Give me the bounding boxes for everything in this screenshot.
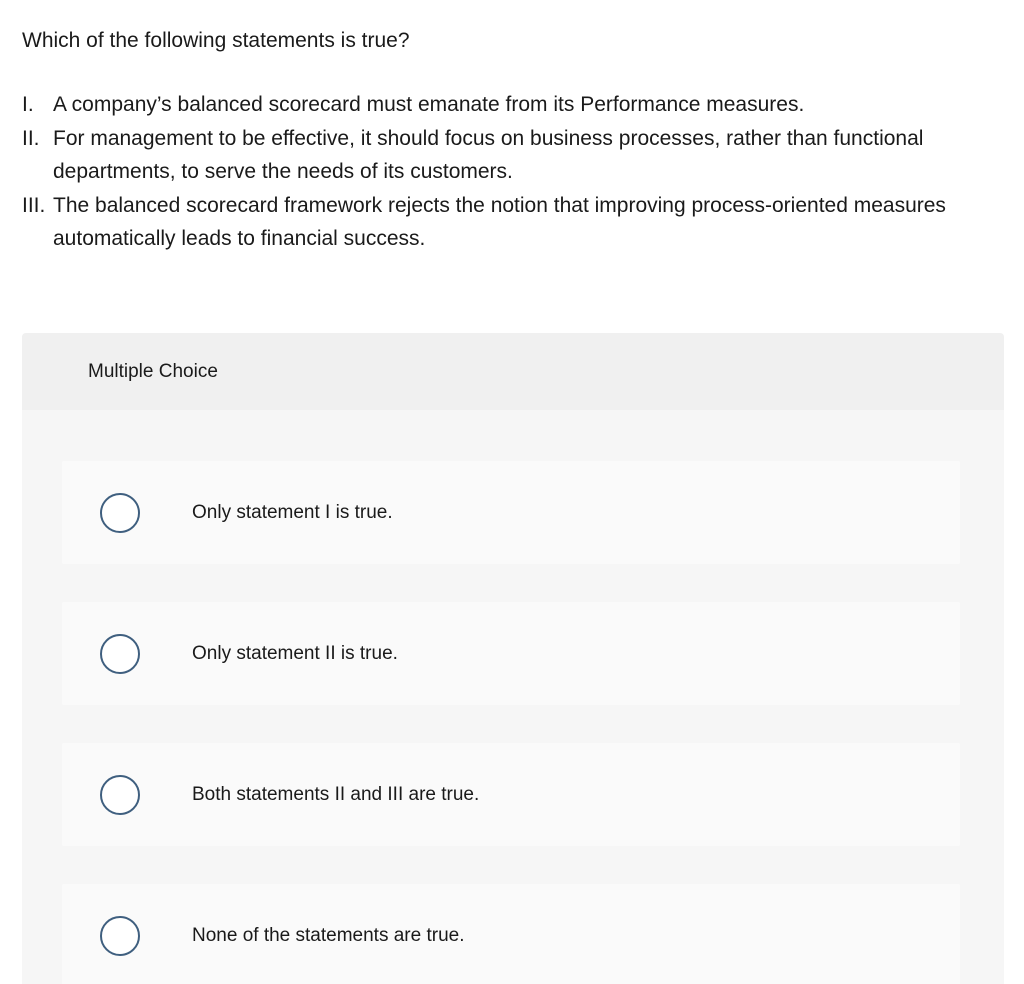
question-prompt: Which of the following statements is true?	[22, 29, 410, 52]
choice-option-3[interactable]	[62, 743, 960, 846]
multiple-choice-header: Multiple Choice	[22, 333, 1004, 410]
choice-option-4[interactable]	[62, 884, 960, 984]
choice-label: Only statement I is true.	[192, 501, 393, 523]
choice-label: Both statements II and III are true.	[192, 783, 480, 805]
question-block	[22, 24, 1012, 256]
radio-circle-icon[interactable]	[100, 634, 140, 674]
statement-text: A company’s balanced scorecard must emanate from its Performance measures.	[53, 93, 805, 116]
statement-numeral: II.	[22, 126, 40, 150]
statement-item	[22, 88, 1012, 122]
statement-item	[22, 122, 1012, 189]
statement-text: For management to be effective, it should focus on business processes, rather than functional departments, to serve the needs of its customers.	[53, 126, 924, 183]
choice-label: None of the statements are true.	[192, 924, 465, 946]
radio-circle-icon[interactable]	[100, 916, 140, 956]
radio-circle-icon[interactable]	[100, 775, 140, 815]
choice-option-1[interactable]	[62, 461, 960, 564]
statement-list	[22, 88, 1012, 256]
choice-list	[62, 461, 960, 984]
choice-option-2[interactable]	[62, 602, 960, 705]
multiple-choice-panel	[22, 333, 1004, 984]
radio-circle-icon[interactable]	[100, 493, 140, 533]
statement-item	[22, 189, 1012, 256]
statement-text: The balanced scorecard framework rejects the notion that improving process-oriented measures automatically leads to financial success.	[53, 193, 946, 250]
statement-numeral: I.	[22, 93, 34, 116]
choice-label: Only statement II is true.	[192, 642, 398, 664]
statement-numeral: III.	[22, 193, 46, 217]
